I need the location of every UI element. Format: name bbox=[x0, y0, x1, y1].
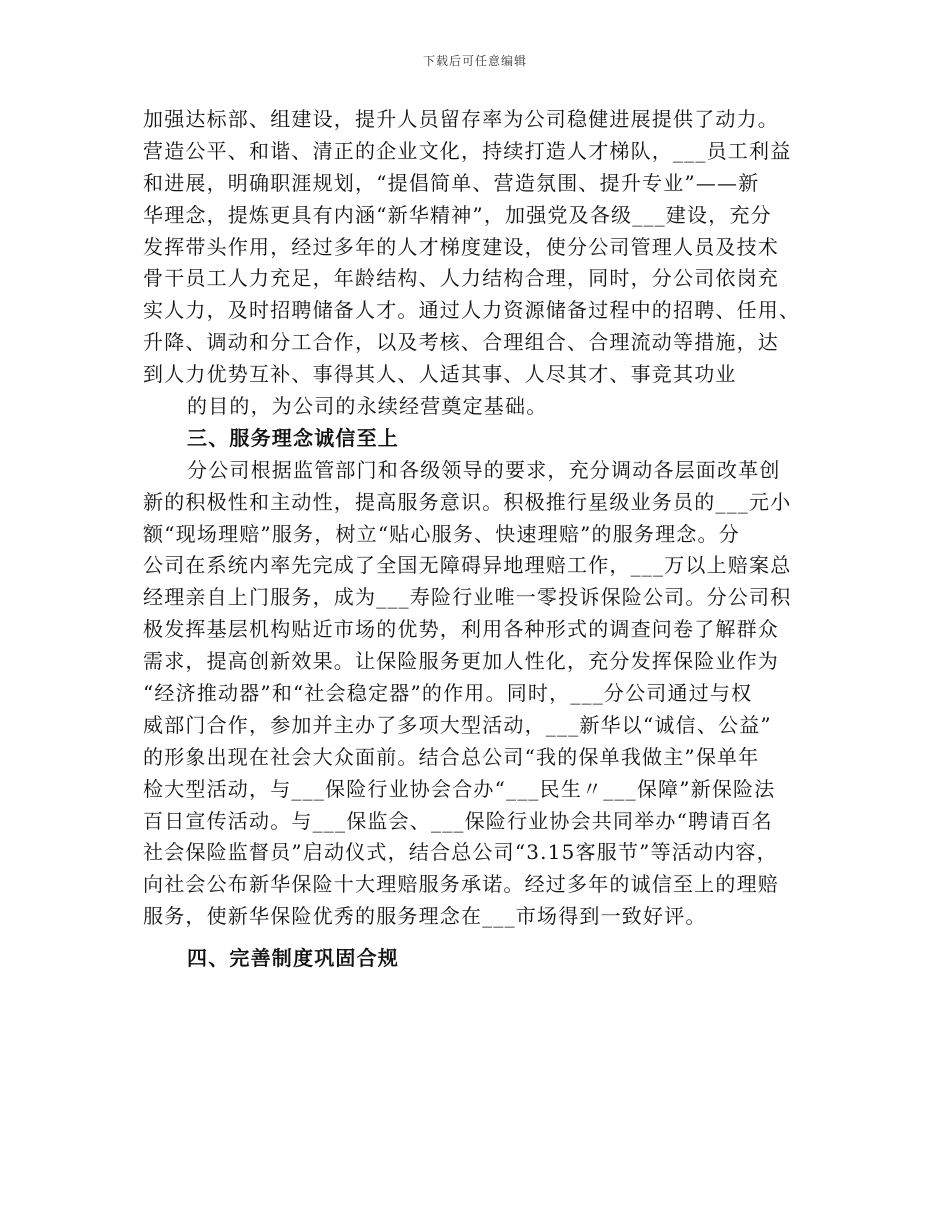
text-line: 社会保险监督员”启动仪式，结合总公司“3.15客服节”等活动内容， bbox=[143, 840, 778, 865]
section-heading: 三、服务理念诚信至上 bbox=[187, 425, 399, 450]
text-line: 营造公平、和谐、清正的企业文化，持续打造人才梯队，___员工利益 bbox=[143, 138, 792, 163]
text-line: 需求，提高创新效果。让保险服务更加人性化，充分发挥保险业作为 bbox=[143, 649, 779, 674]
text-line: 额“现场理赔”服务，树立“贴心服务、快速理赔”的服务理念。分 bbox=[143, 521, 740, 546]
text-line: 分公司根据监管部门和各级领导的要求，充分调动各层面改革创 bbox=[187, 457, 781, 482]
text-line: 检大型活动，与___保险行业协会合办“___民生〃___保障”新保险法 bbox=[143, 776, 776, 801]
text-line: 实人力，及时招聘储备人才。通过人力资源储备过程中的招聘、任用、 bbox=[143, 298, 801, 323]
text-line: 发挥带头作用，经过多年的人才梯度建设，使分公司管理人员及技术 bbox=[143, 234, 779, 259]
text-line: 经理亲自上门服务，成为___寿险行业唯一零投诉保险公司。分公司积 bbox=[143, 585, 792, 610]
text-line: 和进展，明确职涯规划，“提倡简单、营造氛围、提升专业”——新 bbox=[143, 170, 760, 195]
section-heading: 四、完善制度巩固合规 bbox=[187, 946, 399, 971]
text-line: 向社会公布新华保险十大理赔服务承诺。经过多年的诚信至上的理赔 bbox=[143, 872, 779, 897]
text-line: 到人力优势互补、事得其人、人适其事、人尽其才、事竞其功业 bbox=[143, 362, 737, 387]
text-line: 骨干员工人力充足，年龄结构、人力结构合理，同时，分公司依岗充 bbox=[143, 266, 779, 291]
page-header: 下载后可任意编辑 bbox=[422, 54, 527, 68]
text-line: 公司在系统内率先完成了全国无障碍异地理赔工作，___万以上赔案总 bbox=[143, 553, 792, 578]
text-line: “经济推动器”和“社会稳定器”的作用。同时，___分公司通过与权 bbox=[143, 681, 753, 706]
document-body bbox=[143, 104, 813, 975]
text-line: 新的积极性和主动性，提高服务意识。积极推行星级业务员的___元小 bbox=[143, 489, 792, 514]
text-line: 威部门合作，参加并主办了多项大型活动，___新华以“诚信、公益” bbox=[143, 712, 772, 737]
text-line: 加强达标部、组建设，提升人员留存率为公司稳健进展提供了动力。 bbox=[143, 107, 779, 131]
text-line: 百日宣传活动。与___保监会、___保险行业协会共同举办“聘请百名 bbox=[143, 808, 773, 833]
text-line: 极发挥基层机构贴近市场的优势，利用各种形式的调查问卷了解群众 bbox=[143, 617, 779, 642]
text-line: 的目的，为公司的永续经营奠定基础。 bbox=[187, 394, 548, 419]
text-line: 升降、调动和分工合作，以及考核、合理组合、合理流动等措施，达 bbox=[143, 330, 779, 355]
text-line: 华理念，提炼更具有内涵“新华精神”，加强党及各级___建设，充分 bbox=[143, 202, 772, 227]
text-line: 的形象出现在社会大众面前。结合总公司“我的保单我做主”保单年 bbox=[143, 744, 760, 769]
text-line: 服务，使新华保险优秀的服务理念在___市场得到一致好评。 bbox=[143, 904, 707, 929]
